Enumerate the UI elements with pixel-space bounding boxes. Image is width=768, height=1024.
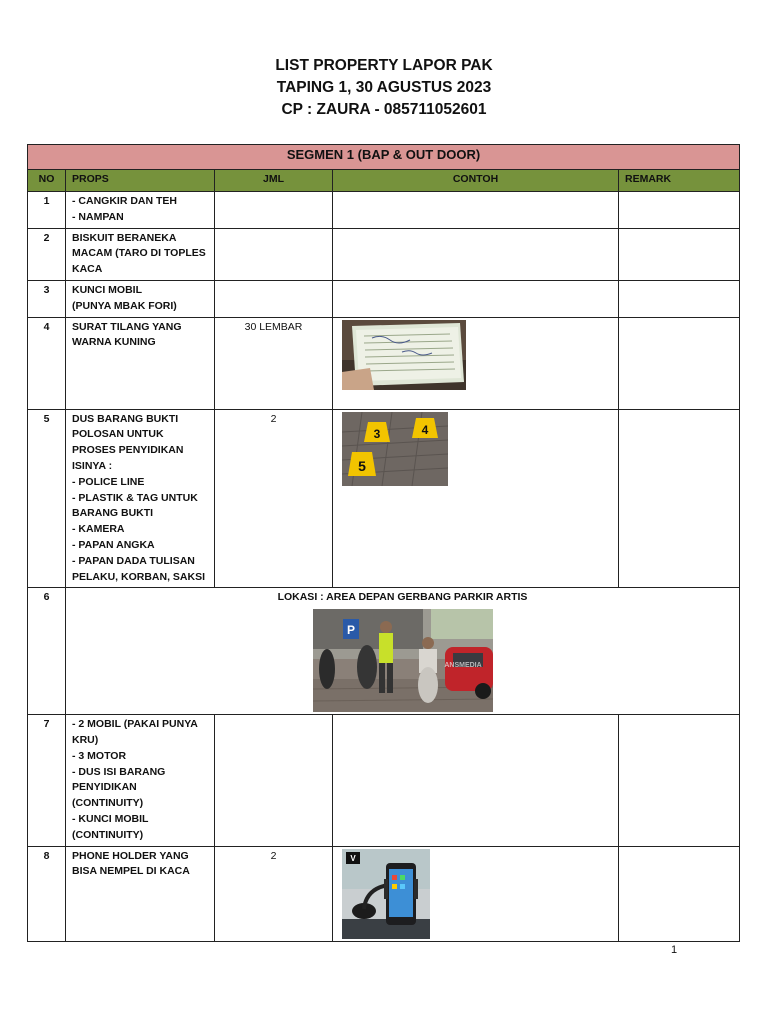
props-cell: SURAT TILANG YANG WARNA KUNING: [66, 317, 215, 409]
props-cell: PHONE HOLDER YANG BISA NEMPEL DI KACA: [66, 846, 215, 941]
row-number: 1: [28, 192, 66, 229]
row-number: 5: [28, 409, 66, 588]
remark-cell: [619, 317, 740, 409]
table-row: [28, 192, 740, 229]
remark-cell: [619, 409, 740, 588]
svg-text:4: 4: [421, 422, 429, 437]
document-title: [0, 55, 768, 121]
props-cell: - CANGKIR DAN TEH - NAMPAN: [66, 192, 215, 229]
row-number: 3: [28, 280, 66, 317]
jml-cell: 2: [215, 846, 333, 941]
jml-cell: [215, 715, 333, 846]
col-header-remark: REMARK: [619, 170, 740, 192]
table-row: [28, 715, 740, 846]
page-number: 1: [670, 944, 678, 956]
location-cell: [66, 588, 740, 715]
segment-title: SEGMEN 1 (BAP & OUT DOOR): [28, 145, 740, 170]
parking-area-photo: [313, 609, 493, 712]
svg-text:5: 5: [358, 457, 366, 474]
segment-row: [28, 145, 740, 170]
svg-text:P: P: [346, 623, 355, 638]
remark-cell: [619, 228, 740, 280]
contoh-cell: [333, 280, 619, 317]
jml-cell: 2: [215, 409, 333, 588]
table-row: [28, 846, 740, 941]
col-header-contoh: CONTOH: [333, 170, 619, 192]
row-number: 4: [28, 317, 66, 409]
remark-cell: [619, 192, 740, 229]
title-line-2: TAPING 1, 30 AGUSTUS 2023: [276, 79, 492, 96]
col-header-props: PROPS: [66, 170, 215, 192]
col-header-jml: JML: [215, 170, 333, 192]
remark-cell: [619, 846, 740, 941]
contoh-cell: [333, 317, 619, 409]
property-table: [27, 144, 740, 942]
contoh-cell: [333, 192, 619, 229]
title-line-1: LIST PROPERTY LAPOR PAK: [275, 57, 493, 74]
table-row: [28, 588, 740, 715]
props-cell: KUNCI MOBIL (PUNYA MBAK FORI): [66, 280, 215, 317]
remark-cell: [619, 280, 740, 317]
row-number: 2: [28, 228, 66, 280]
table-row: [28, 317, 740, 409]
svg-text:ANSMEDIA: ANSMEDIA: [443, 662, 482, 670]
column-header-row: [28, 170, 740, 192]
title-line-3: CP : ZAURA - 085711052601: [281, 101, 487, 118]
props-cell: - 2 MOBIL (PAKAI PUNYA KRU) - 3 MOTOR - DUS ISI BARANG PENYIDIKAN (CONTINUITY) - KUNCI MOBIL (CONTINUITY): [66, 715, 215, 846]
row-number: 6: [28, 588, 66, 715]
table-row: [28, 409, 740, 588]
row-number: 7: [28, 715, 66, 846]
ticket-booklet-photo: [342, 320, 466, 390]
table-row: [28, 280, 740, 317]
contoh-cell: [333, 846, 619, 941]
jml-cell: 30 LEMBAR: [215, 317, 333, 409]
jml-cell: [215, 228, 333, 280]
jml-cell: [215, 192, 333, 229]
location-label: LOKASI : AREA DEPAN GERBANG PARKIR ARTIS: [277, 591, 528, 604]
table-row: [28, 228, 740, 280]
props-cell: BISKUIT BERANEKA MACAM (TARO DI TOPLES KACA: [66, 228, 215, 280]
svg-text:3: 3: [373, 426, 381, 441]
props-cell: DUS BARANG BUKTI POLOSAN UNTUK PROSES PENYIDIKAN ISINYA : - POLICE LINE - PLASTIK & TAG UNTUK BARANG BUKTI - KAMERA - PAPAN ANGKA - PAPAN DADA TULISAN PELAKU, KORBAN, SAKSI: [66, 409, 215, 588]
phone-holder-photo: [342, 849, 430, 939]
remark-cell: [619, 715, 740, 846]
evidence-markers-photo: [342, 412, 448, 486]
row-number: 8: [28, 846, 66, 941]
contoh-cell: [333, 715, 619, 846]
jml-cell: [215, 280, 333, 317]
contoh-cell: [333, 409, 619, 588]
svg-text:V: V: [350, 853, 356, 863]
contoh-cell: [333, 228, 619, 280]
col-header-no: NO: [28, 170, 66, 192]
